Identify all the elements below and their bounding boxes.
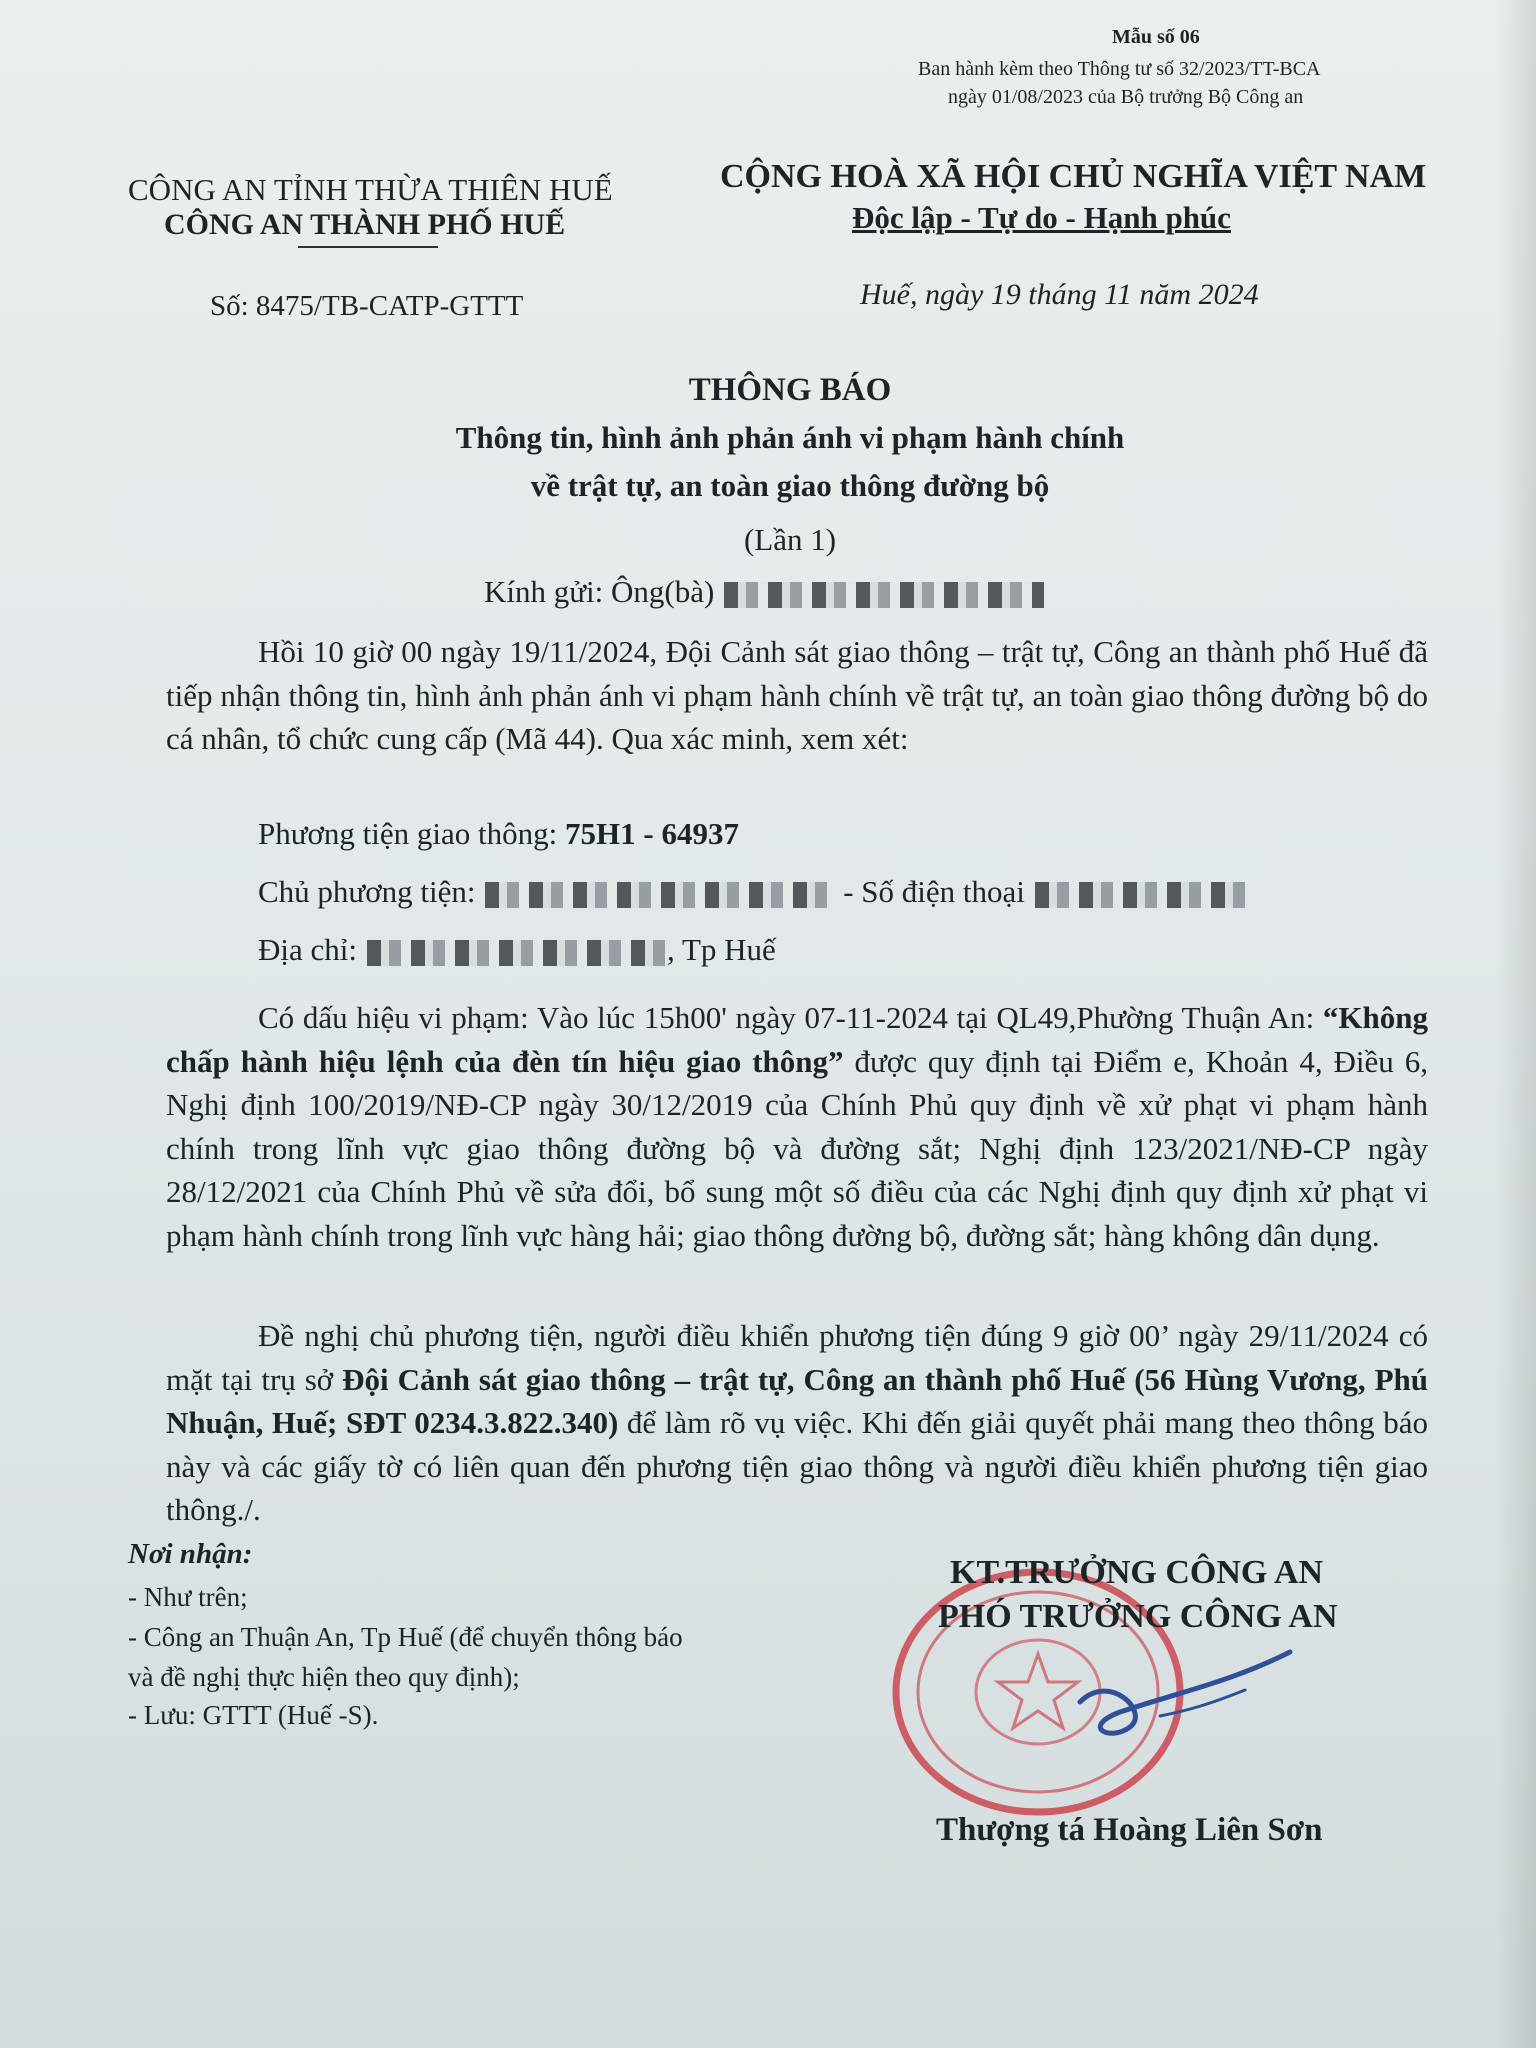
violation-prefix: Có dấu hiệu vi phạm: Vào lúc 15h00' ngày 07-11-2024 tại QL49,Phường Thuận An:: [258, 1000, 1323, 1035]
address-line: [258, 932, 776, 968]
signer-name: Thượng tá Hoàng Liên Sơn: [936, 1812, 1323, 1848]
place-date: Huế, ngày 19 tháng 11 năm 2024: [860, 278, 1259, 311]
vehicle-line: [258, 816, 739, 852]
signature-title-line1: KT.TRƯỞNG CÔNG AN: [950, 1554, 1324, 1591]
form-basis-line1: Ban hành kèm theo Thông tư số 32/2023/TT-BCA: [918, 58, 1321, 80]
nation-name: CỘNG HOÀ XÃ HỘI CHỦ NGHĨA VIỆT NAM: [720, 158, 1427, 195]
recipient-item: - Lưu: GTTT (Huế -S).: [128, 1700, 379, 1730]
nation-motto: Độc lập - Tự do - Hạnh phúc: [852, 200, 1231, 235]
form-number: Mẫu số 06: [1112, 26, 1200, 48]
redacted-phone: [1035, 882, 1245, 908]
address-label: Địa chỉ:: [258, 932, 357, 967]
document-subtitle-line1: Thông tin, hình ảnh phản ánh vi phạm hành chính: [455, 420, 1125, 455]
form-basis-line2: ngày 01/08/2023 của Bộ trưởng Bộ Công an: [948, 86, 1304, 108]
agency-underline: [298, 246, 438, 248]
redacted-owner: [485, 882, 835, 908]
signature-title-line2: PHÓ TRƯỞNG CÔNG AN: [938, 1598, 1338, 1635]
request-suffix: để làm rõ vụ việc. Khi đến giải quyết phải mang theo thông báo này và các giấy tờ có liên quan đến phương tiện giao thông và người điều khiển phương tiện giao thông./.: [166, 1405, 1428, 1527]
owner-line: [258, 874, 1245, 910]
recipients-title: Nơi nhận:: [128, 1538, 253, 1570]
phone-label: - Số điện thoại: [843, 874, 1025, 909]
violation-paragraph: [166, 996, 1428, 1257]
agency-name: CÔNG AN THÀNH PHỐ HUẾ: [164, 208, 566, 241]
address-city: , Tp Huế: [667, 932, 776, 967]
violation-description: “Không chấp hành hiệu lệnh của đèn tín hiệu giao thông”: [166, 1000, 1428, 1079]
greeting: [484, 574, 1044, 610]
document-subtitle-line2: về trật tự, an toàn giao thông đường bộ: [530, 468, 1050, 503]
recipient-item: - Như trên;: [128, 1582, 248, 1612]
owner-label: Chủ phương tiện:: [258, 874, 476, 909]
license-plate: 75H1 - 64937: [565, 816, 739, 851]
notice-count: (Lần 1): [743, 522, 837, 557]
request-paragraph: [166, 1314, 1428, 1532]
page-edge-shadow: [1496, 0, 1536, 2048]
redacted-address: [367, 940, 667, 966]
recipient-item: và đề nghị thực hiện theo quy định);: [128, 1662, 520, 1692]
recipient-item: - Công an Thuận An, Tp Huế (để chuyển thông báo: [128, 1622, 683, 1652]
request-prefix: Đề nghị chủ phương tiện, người điều khiển phương tiện đúng 9 giờ 00’ ngày 29/11/2024 có mặt tại trụ sở: [166, 1318, 1428, 1397]
greeting-label: Kính gửi: Ông(bà): [484, 574, 715, 609]
handwritten-signature: [1040, 1632, 1340, 1752]
document-number: Số: 8475/TB-CATP-GTTT: [210, 290, 524, 322]
request-location: Đội Cảnh sát giao thông – trật tự, Công an thành phố Huế (56 Hùng Vương, Phú Nhuận, Huế; SĐT 0234.3.822.340): [166, 1361, 1428, 1440]
vehicle-label: Phương tiện giao thông:: [258, 816, 558, 851]
violation-legal-basis: được quy định tại Điểm e, Khoản 4, Điều 6, Nghị định 100/2019/NĐ-CP ngày 30/12/2019 của Chính Phủ quy định về xử phạt vi phạm hành chính trong lĩnh vực giao thông đường bộ và đường sắt; Nghị định 123/2021/NĐ-CP ngày 28/12/2021 của Chính Phủ về sửa đổi, bổ sung một số điều của các Nghị định quy định xử phạt vi phạm hành chính trong lĩnh vực hàng hải; giao thông đường bộ, đường sắt; hàng không dân dụng.: [166, 1043, 1429, 1253]
intro-paragraph: Hồi 10 giờ 00 ngày 19/11/2024, Đội Cảnh sát giao thông – trật tự, Công an thành phố Huế đã tiếp nhận thông tin, hình ảnh phản ánh vi phạm hành chính về trật tự, an toàn giao thông đường bộ do cá nhân, tổ chức cung cấp (Mã 44). Qua xác minh, xem xét:: [166, 634, 1428, 756]
document-title: THÔNG BÁO: [688, 372, 892, 408]
redacted-name: [724, 582, 1044, 608]
agency-parent: CÔNG AN TỈNH THỪA THIÊN HUẾ: [128, 172, 613, 207]
